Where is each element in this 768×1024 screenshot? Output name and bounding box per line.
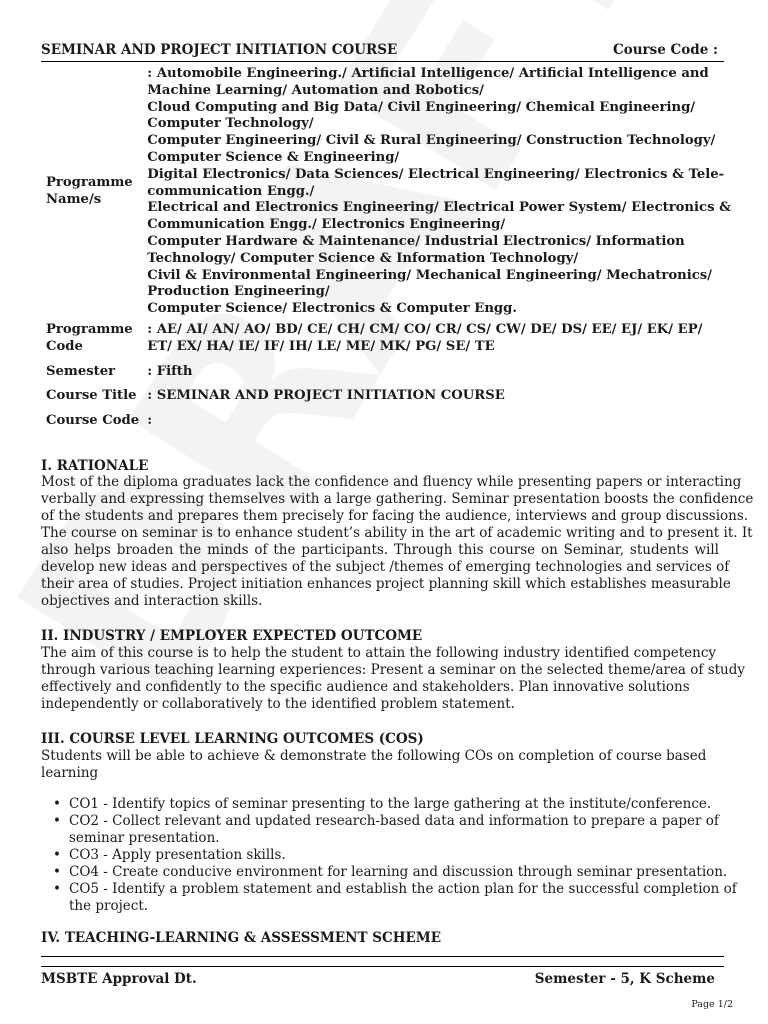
programme-code-row xyxy=(41,318,731,360)
footer-divider-bottom xyxy=(41,966,724,967)
teaching-scheme-heading: IV. TEACHING-LEARNING & ASSESSMENT SCHEME xyxy=(41,930,442,946)
programme-name-line: communication Engg./ xyxy=(147,183,315,199)
course-outcome-item: • CO3 - Apply presentation skills. xyxy=(51,847,737,864)
rationale-line: of the students and prepares them precisely for facing the audience, interviews and group discussions. xyxy=(41,508,749,524)
footer-divider-top xyxy=(41,956,724,957)
header-divider xyxy=(41,61,724,62)
industry-outcome-line: effectively and confidently to the specific audience and stakeholders. Plan innovative solutions xyxy=(41,679,690,695)
industry-outcome-line: through various teaching learning experiences: Present a seminar on the selected theme/area of study xyxy=(41,662,746,678)
semester-row xyxy=(41,360,731,385)
course-title-value: : SEMINAR AND PROJECT INITIATION COURSE xyxy=(147,388,505,404)
programme-name-list xyxy=(147,66,731,318)
course-outcome-item: • CO2 - Collect relevant and updated research-based data and information to prepare a paper of seminar presentation. xyxy=(51,813,737,847)
rationale-paragraph xyxy=(41,474,754,610)
course-code-label: Course Code xyxy=(46,413,140,429)
page-number: Page 1/2 xyxy=(691,999,733,1010)
programme-code-label: Programme Code xyxy=(46,321,133,354)
programme-name-line: Production Engineering/ xyxy=(147,284,330,300)
header-title: SEMINAR AND PROJECT INITIATION COURSE xyxy=(41,42,398,58)
programme-name-line: Computer Technology/ xyxy=(147,116,314,132)
cos-intro-line: learning xyxy=(41,765,99,781)
programme-name-line: Cloud Computing and Big Data/ Civil Engineering/ Chemical Engineering/ xyxy=(147,99,696,115)
programme-name-row xyxy=(41,66,731,318)
programme-name-line: Machine Learning/ Automation and Robotics/ xyxy=(147,82,484,98)
programme-name-label: Programme Name/s xyxy=(46,175,133,207)
rationale-line: verbally and expressing themselves with a large gathering. Seminar presentation boosts the confidence xyxy=(41,491,754,507)
programme-code-line: : AE/ AI/ AN/ AO/ BD/ CE/ CH/ CM/ CO/ CR/ CS/ CW/ DE/ DS/ EE/ EJ/ EK/ EP/ xyxy=(147,321,703,337)
course-info-table xyxy=(41,66,731,434)
industry-outcome-line: independently or collaboratively to the identified problem statement. xyxy=(41,696,515,712)
programme-name-line: Computer Science/ Electronics & Computer Engg. xyxy=(147,301,517,317)
programme-name-line: Electrical and Electronics Engineering/ Electrical Power System/ Electronics & xyxy=(147,200,731,216)
programme-name-line: : Automobile Engineering./ Artificial Intelligence/ Artificial Intelligence and xyxy=(147,66,709,81)
programme-name-line: Communication Engg./ Electronics Engineering/ xyxy=(147,217,506,233)
course-title-label: Course Title xyxy=(46,388,137,404)
programme-name-line: Technology/ Computer Science & Information Technology/ xyxy=(147,250,579,266)
page-header xyxy=(41,42,718,58)
course-code-row xyxy=(41,409,731,434)
cos-intro-line: Students will be able to achieve & demonstrate the following COs on completion of course based xyxy=(41,748,707,764)
page-footer xyxy=(41,971,715,987)
course-outcome-item: • CO4 - Create conducive environment for learning and discussion through seminar presentation. xyxy=(51,864,737,881)
rationale-heading: I. RATIONALE xyxy=(41,458,149,474)
course-outcomes-list xyxy=(51,796,737,915)
rationale-line: also helps broaden the minds of the participants. Through this course on Seminar, students will xyxy=(41,542,719,558)
rationale-line: The course on seminar is to enhance student’s ability in the art of academic writing and to present it. It xyxy=(41,525,753,541)
course-code-value: : xyxy=(147,413,153,429)
semester-value: : Fifth xyxy=(147,363,193,379)
rationale-line: objectives and interaction skills. xyxy=(41,593,263,609)
course-title-row xyxy=(41,384,731,409)
industry-outcome-heading: II. INDUSTRY / EMPLOYER EXPECTED OUTCOME xyxy=(41,628,423,644)
industry-outcome-line: The aim of this course is to help the student to attain the following industry identified competency xyxy=(41,645,717,661)
programme-code-line: ET/ EX/ HA/ IE/ IF/ IH/ LE/ ME/ MK/ PG/ SE/ TE xyxy=(147,338,495,354)
course-outcome-item: • CO1 - Identify topics of seminar presenting to the large gathering at the institute/conference. xyxy=(51,796,737,813)
rationale-line: their area of studies. Project initiation enhances project planning skill which establishes measurable xyxy=(41,576,731,592)
semester-label: Semester xyxy=(46,363,116,379)
semester-scheme: Semester - 5, K Scheme xyxy=(534,971,715,987)
programme-name-line: Civil & Environmental Engineering/ Mechanical Engineering/ Mechatronics/ xyxy=(147,267,712,283)
rationale-line: Most of the diploma graduates lack the confidence and fluency while presenting papers or interacting xyxy=(41,474,742,490)
course-outcome-item: • CO5 - Identify a problem statement and establish the action plan for the successful completion of the project. xyxy=(51,881,737,915)
approval-date-label: MSBTE Approval Dt. xyxy=(41,971,197,987)
programme-name-line: Digital Electronics/ Data Sciences/ Electrical Engineering/ Electronics & Tele- xyxy=(147,166,725,182)
rationale-line: develop new ideas and perspectives of the subject /themes of emerging technologies and services of xyxy=(41,559,730,575)
programme-name-line: Computer Hardware & Maintenance/ Industrial Electronics/ Information xyxy=(147,233,685,249)
programme-name-line: Computer Science & Engineering/ xyxy=(147,149,400,165)
programme-name-line: Computer Engineering/ Civil & Rural Engineering/ Construction Technology/ xyxy=(147,133,716,149)
header-course-code-label: Course Code : xyxy=(612,42,718,58)
cos-intro xyxy=(41,748,719,782)
industry-outcome-paragraph xyxy=(41,645,746,713)
programme-code-list xyxy=(147,318,731,360)
cos-heading: III. COURSE LEVEL LEARNING OUTCOMES (COS) xyxy=(41,731,424,747)
